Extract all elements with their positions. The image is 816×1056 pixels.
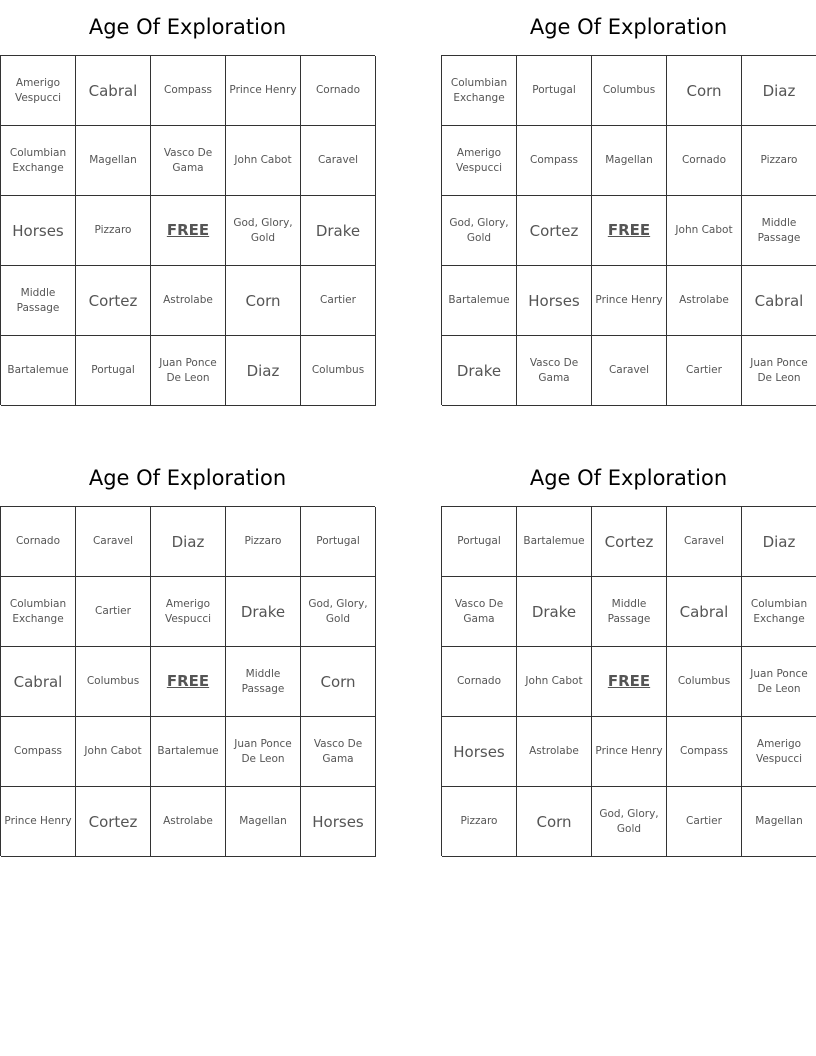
bingo-cell: Prince Henry bbox=[1, 787, 76, 857]
bingo-cell: Horses bbox=[517, 266, 592, 336]
bingo-cell: Corn bbox=[301, 647, 376, 717]
bingo-cell: Portugal bbox=[301, 507, 376, 577]
card-title: Age Of Exploration bbox=[88, 15, 287, 39]
bingo-cell: John Cabot bbox=[226, 126, 301, 196]
bingo-cell: Amerigo Vespucci bbox=[742, 717, 816, 787]
bingo-cell: Middle Passage bbox=[226, 647, 301, 717]
bingo-cell: Compass bbox=[151, 56, 226, 126]
bingo-cell: Amerigo Vespucci bbox=[442, 126, 517, 196]
bingo-cell: Compass bbox=[667, 717, 742, 787]
bingo-cell: Columbian Exchange bbox=[1, 126, 76, 196]
bingo-cell: Portugal bbox=[442, 507, 517, 577]
bingo-cell: Vasco De Gama bbox=[517, 336, 592, 406]
bingo-cell: Drake bbox=[226, 577, 301, 647]
bingo-cell: Diaz bbox=[151, 507, 226, 577]
bingo-cell: Astrolabe bbox=[151, 787, 226, 857]
bingo-cell: Cornado bbox=[1, 507, 76, 577]
bingo-cell: John Cabot bbox=[517, 647, 592, 717]
bingo-cell: Vasco De Gama bbox=[442, 577, 517, 647]
bingo-cell: Middle Passage bbox=[1, 266, 76, 336]
bingo-cell: Magellan bbox=[76, 126, 151, 196]
bingo-grid bbox=[0, 506, 375, 856]
card-title: Age Of Exploration bbox=[529, 15, 728, 39]
free-space: FREE bbox=[592, 196, 667, 266]
bingo-cell: Cortez bbox=[76, 787, 151, 857]
bingo-grid bbox=[0, 55, 375, 405]
bingo-cell: Caravel bbox=[76, 507, 151, 577]
bingo-cell: Astrolabe bbox=[667, 266, 742, 336]
bingo-cell: Corn bbox=[517, 787, 592, 857]
bingo-cell: Compass bbox=[517, 126, 592, 196]
bingo-cell: Drake bbox=[301, 196, 376, 266]
bingo-cell: Drake bbox=[517, 577, 592, 647]
bingo-cell: Diaz bbox=[742, 56, 816, 126]
bingo-cell: Cartier bbox=[76, 577, 151, 647]
bingo-cell: Bartalemue bbox=[442, 266, 517, 336]
bingo-cell: Columbian Exchange bbox=[742, 577, 816, 647]
bingo-cell: Cabral bbox=[742, 266, 816, 336]
bingo-cell: Pizzaro bbox=[226, 507, 301, 577]
bingo-cell: Cornado bbox=[301, 56, 376, 126]
bingo-cell: Corn bbox=[226, 266, 301, 336]
bingo-card-1 bbox=[0, 0, 375, 405]
bingo-cell: God, Glory, Gold bbox=[226, 196, 301, 266]
bingo-cell: Bartalemue bbox=[151, 717, 226, 787]
bingo-cell: Vasco De Gama bbox=[151, 126, 226, 196]
bingo-cell: Magellan bbox=[592, 126, 667, 196]
bingo-grid bbox=[441, 506, 816, 856]
bingo-cell: John Cabot bbox=[667, 196, 742, 266]
card-title: Age Of Exploration bbox=[529, 466, 728, 490]
bingo-cell: Columbus bbox=[301, 336, 376, 406]
bingo-cell: Horses bbox=[301, 787, 376, 857]
bingo-cell: Columbus bbox=[667, 647, 742, 717]
bingo-cell: Caravel bbox=[301, 126, 376, 196]
bingo-cell: Pizzaro bbox=[742, 126, 816, 196]
bingo-cell: Pizzaro bbox=[442, 787, 517, 857]
bingo-cell: Columbus bbox=[76, 647, 151, 717]
bingo-cell: Astrolabe bbox=[151, 266, 226, 336]
bingo-cell: Cartier bbox=[667, 787, 742, 857]
bingo-cell: Columbian Exchange bbox=[1, 577, 76, 647]
bingo-card-3 bbox=[0, 451, 375, 856]
bingo-cell: Middle Passage bbox=[742, 196, 816, 266]
bingo-cell: Cornado bbox=[442, 647, 517, 717]
bingo-cell: Cortez bbox=[76, 266, 151, 336]
bingo-cell: Juan Ponce De Leon bbox=[226, 717, 301, 787]
bingo-cell: Cartier bbox=[667, 336, 742, 406]
bingo-cell: Cornado bbox=[667, 126, 742, 196]
bingo-cell: Juan Ponce De Leon bbox=[742, 647, 816, 717]
bingo-cell: Middle Passage bbox=[592, 577, 667, 647]
bingo-cell: Cabral bbox=[667, 577, 742, 647]
free-space: FREE bbox=[151, 647, 226, 717]
bingo-cell: Portugal bbox=[76, 336, 151, 406]
bingo-cell: Magellan bbox=[226, 787, 301, 857]
bingo-cell: Compass bbox=[1, 717, 76, 787]
bingo-grid bbox=[441, 55, 816, 405]
bingo-cell: God, Glory, Gold bbox=[442, 196, 517, 266]
bingo-cell: Juan Ponce De Leon bbox=[151, 336, 226, 406]
bingo-cell: Amerigo Vespucci bbox=[151, 577, 226, 647]
bingo-cell: Columbian Exchange bbox=[442, 56, 517, 126]
bingo-cell: Columbus bbox=[592, 56, 667, 126]
bingo-cell: Magellan bbox=[742, 787, 816, 857]
bingo-card-2 bbox=[441, 0, 816, 405]
bingo-cell: Cortez bbox=[592, 507, 667, 577]
bingo-cell: Vasco De Gama bbox=[301, 717, 376, 787]
bingo-cell: Portugal bbox=[517, 56, 592, 126]
free-space: FREE bbox=[592, 647, 667, 717]
bingo-cell: Astrolabe bbox=[517, 717, 592, 787]
bingo-cell: Caravel bbox=[592, 336, 667, 406]
bingo-cell: Drake bbox=[442, 336, 517, 406]
bingo-cell: Horses bbox=[442, 717, 517, 787]
bingo-cell: Diaz bbox=[226, 336, 301, 406]
free-space: FREE bbox=[151, 196, 226, 266]
bingo-card-4 bbox=[441, 451, 816, 856]
bingo-cell: God, Glory, Gold bbox=[301, 577, 376, 647]
bingo-cell: Cabral bbox=[76, 56, 151, 126]
bingo-cell: Prince Henry bbox=[226, 56, 301, 126]
bingo-cell: Prince Henry bbox=[592, 717, 667, 787]
bingo-cell: John Cabot bbox=[76, 717, 151, 787]
bingo-cell: Cabral bbox=[1, 647, 76, 717]
card-title: Age Of Exploration bbox=[88, 466, 287, 490]
bingo-cell: God, Glory, Gold bbox=[592, 787, 667, 857]
bingo-cell: Prince Henry bbox=[592, 266, 667, 336]
bingo-cell: Caravel bbox=[667, 507, 742, 577]
bingo-cell: Cartier bbox=[301, 266, 376, 336]
bingo-cell: Bartalemue bbox=[1, 336, 76, 406]
bingo-cell: Cortez bbox=[517, 196, 592, 266]
bingo-cell: Amerigo Vespucci bbox=[1, 56, 76, 126]
bingo-cell: Bartalemue bbox=[517, 507, 592, 577]
bingo-cell: Juan Ponce De Leon bbox=[742, 336, 816, 406]
bingo-cell: Horses bbox=[1, 196, 76, 266]
bingo-cell: Diaz bbox=[742, 507, 816, 577]
bingo-cell: Pizzaro bbox=[76, 196, 151, 266]
bingo-cell: Corn bbox=[667, 56, 742, 126]
